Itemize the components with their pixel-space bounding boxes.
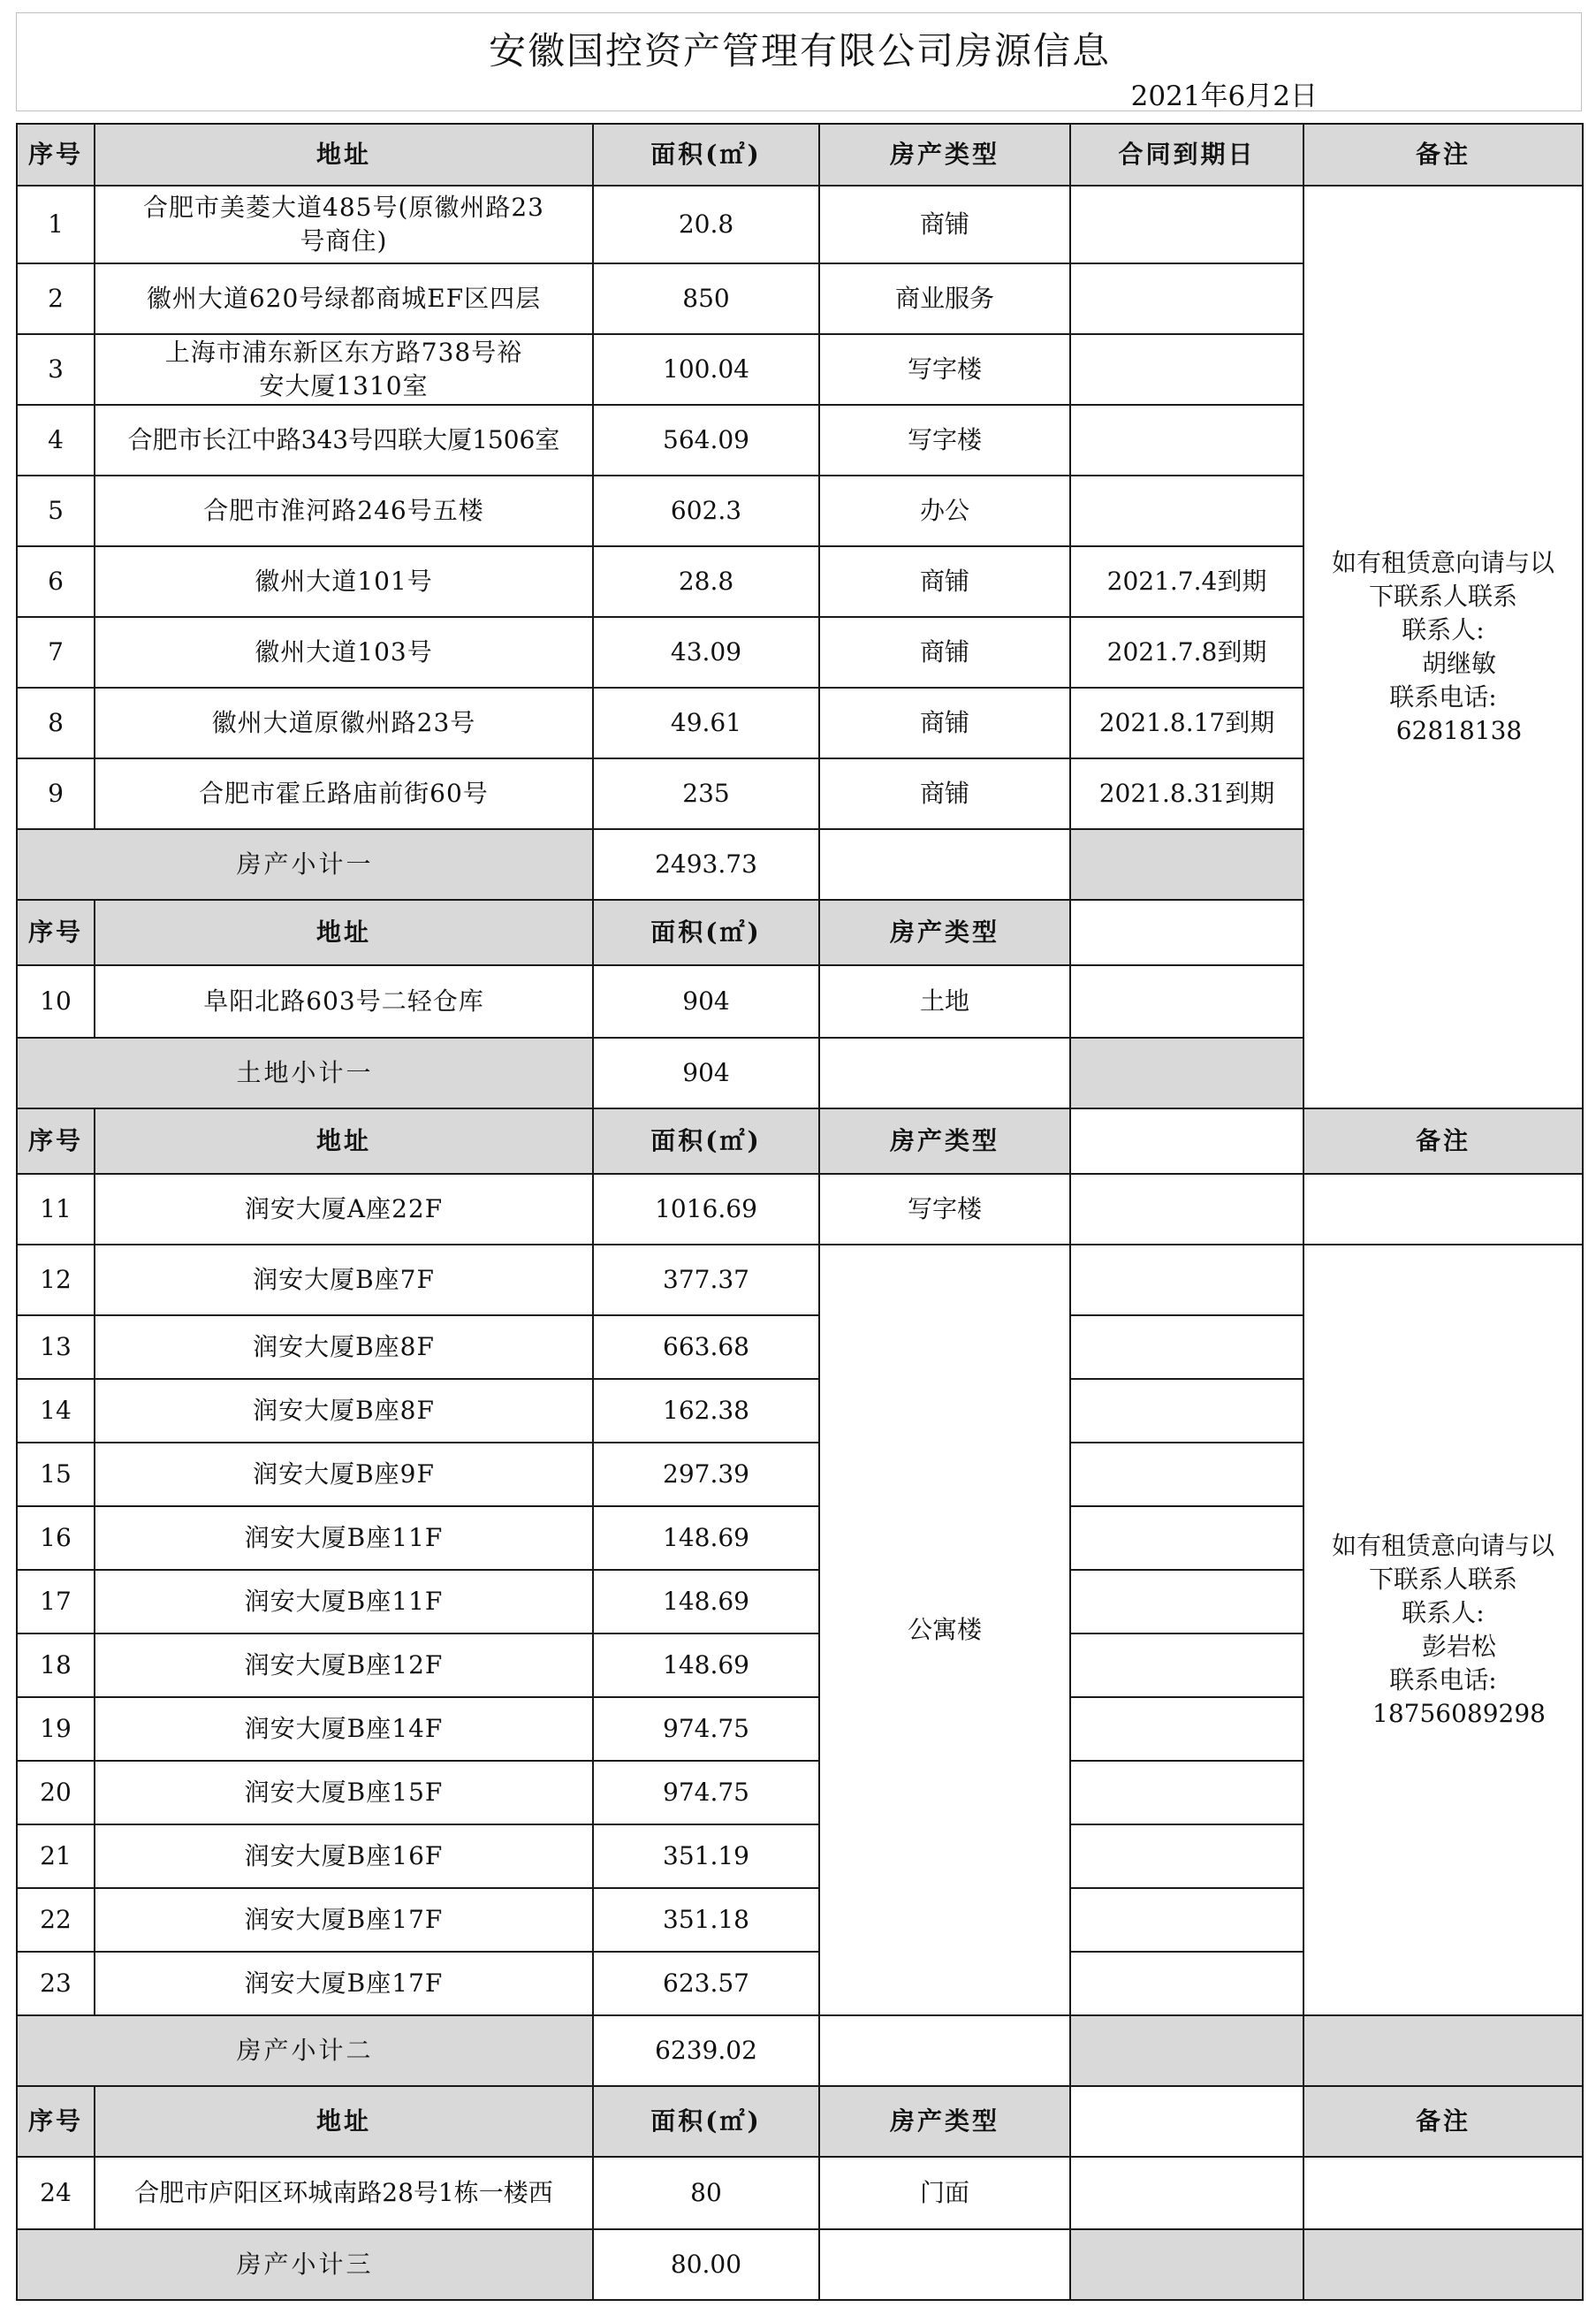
report-date: 2021年6月2日 — [1130, 80, 1318, 112]
cell-address: 润安大厦B座17F — [95, 1952, 593, 2015]
header-type: 房产类型 — [819, 124, 1070, 186]
cell-area: 80 — [593, 2157, 819, 2229]
table-header-row — [17, 1108, 1583, 1174]
cell-seq: 9 — [17, 758, 95, 829]
cell-address: 合肥市霍丘路庙前街60号 — [95, 758, 593, 829]
subtotal-empty — [1070, 2229, 1303, 2300]
subtotal-empty — [1070, 1038, 1303, 1108]
cell-seq: 8 — [17, 688, 95, 758]
cell-address: 润安大厦B座7F — [95, 1245, 593, 1315]
subtotal-value: 80.00 — [593, 2229, 819, 2300]
note-contact-person: 胡继敏 — [1421, 649, 1496, 678]
cell-area: 43.09 — [593, 617, 819, 688]
note-phone-label: 联系电话: — [1389, 1665, 1497, 1694]
header-area: 面积(㎡) — [593, 1108, 819, 1174]
cell-type: 写字楼 — [819, 1174, 1070, 1245]
page-title: 安徽国控资产管理有限公司房源信息 — [488, 29, 1111, 72]
cell-expiry: 2021.8.31到期 — [1070, 758, 1303, 829]
cell-area: 148.69 — [593, 1633, 819, 1697]
cell-type: 写字楼 — [819, 334, 1070, 405]
header-note: 备注 — [1303, 1108, 1583, 1174]
cell-address: 合肥市淮河路246号五楼 — [95, 476, 593, 546]
table-header-row — [17, 124, 1583, 186]
subtotal-label: 房产小计三 — [17, 2229, 593, 2300]
subtotal-label: 房产小计二 — [17, 2015, 593, 2086]
cell-type: 写字楼 — [819, 405, 1070, 476]
cell-address: 润安大厦A座22F — [95, 1174, 593, 1245]
header-address: 地址 — [95, 124, 593, 186]
header-area: 面积(㎡) — [593, 124, 819, 186]
subtotal-value: 2493.73 — [593, 829, 819, 900]
table-row — [17, 1174, 1583, 1245]
cell-expiry — [1070, 1697, 1303, 1761]
header-type: 房产类型 — [819, 900, 1070, 965]
note-line: 如有租赁意向请与以 — [1331, 548, 1554, 577]
cell-seq: 24 — [17, 2157, 95, 2229]
cell-area: 377.37 — [593, 1245, 819, 1315]
cell-area: 623.57 — [593, 1952, 819, 2015]
cell-area: 148.69 — [593, 1570, 819, 1633]
header-seq: 序号 — [17, 1108, 95, 1174]
header-expiry: 合同到期日 — [1070, 124, 1303, 186]
header-area: 面积(㎡) — [593, 2086, 819, 2157]
cell-seq: 17 — [17, 1570, 95, 1633]
cell-seq: 7 — [17, 617, 95, 688]
cell-seq: 15 — [17, 1443, 95, 1506]
header-address: 地址 — [95, 1108, 593, 1174]
cell-expiry — [1070, 1245, 1303, 1315]
cell-expiry — [1070, 1570, 1303, 1633]
table-header-row — [17, 2086, 1583, 2157]
cell-expiry — [1070, 1174, 1303, 1245]
cell-seq: 1 — [17, 186, 95, 263]
cell-expiry — [1070, 476, 1303, 546]
cell-area: 850 — [593, 263, 819, 334]
property-table — [16, 123, 1584, 2301]
cell-expiry — [1070, 263, 1303, 334]
header-area: 面积(㎡) — [593, 900, 819, 965]
cell-address: 徽州大道原徽州路23号 — [95, 688, 593, 758]
cell-seq: 2 — [17, 263, 95, 334]
cell-expiry — [1070, 1824, 1303, 1888]
cell-expiry — [1070, 186, 1303, 263]
cell-seq: 3 — [17, 334, 95, 405]
note-phone-label: 联系电话: — [1389, 682, 1497, 712]
cell-type: 商铺 — [819, 758, 1070, 829]
cell-expiry: 2021.7.8到期 — [1070, 617, 1303, 688]
note-line: 如有租赁意向请与以 — [1331, 1531, 1554, 1560]
cell-type: 商铺 — [819, 546, 1070, 617]
subtotal-empty — [819, 2015, 1070, 2086]
cell-expiry — [1070, 1952, 1303, 2015]
subtotal-value: 904 — [593, 1038, 819, 1108]
cell-area: 602.3 — [593, 476, 819, 546]
header-empty — [1070, 1108, 1303, 1174]
cell-address: 徽州大道101号 — [95, 546, 593, 617]
cell-address: 上海市浦东新区东方路738号裕安大厦1310室 — [95, 334, 593, 405]
cell-seq: 11 — [17, 1174, 95, 1245]
cell-seq: 16 — [17, 1506, 95, 1570]
cell-expiry — [1070, 1633, 1303, 1697]
cell-expiry — [1070, 334, 1303, 405]
note-blank — [1303, 1174, 1583, 1245]
cell-seq: 10 — [17, 965, 95, 1038]
cell-address: 润安大厦B座11F — [95, 1570, 593, 1633]
note-line: 下联系人联系 — [1368, 582, 1517, 611]
cell-type: 商铺 — [819, 688, 1070, 758]
note-contact-label: 联系人: — [1402, 1598, 1485, 1627]
cell-address: 润安大厦B座17F — [95, 1888, 593, 1952]
cell-area: 564.09 — [593, 405, 819, 476]
subtotal-empty — [819, 829, 1070, 900]
cell-address: 润安大厦B座15F — [95, 1761, 593, 1824]
cell-seq: 4 — [17, 405, 95, 476]
subtotal-value: 6239.02 — [593, 2015, 819, 2086]
note-phone: 62818138 — [1395, 716, 1523, 745]
subtotal-empty — [819, 2229, 1070, 2300]
cell-address: 润安大厦B座16F — [95, 1824, 593, 1888]
header-type: 房产类型 — [819, 1108, 1070, 1174]
cell-address: 润安大厦B座14F — [95, 1697, 593, 1761]
note-phone: 18756089298 — [1372, 1699, 1546, 1728]
cell-expiry — [1070, 1888, 1303, 1952]
header-address: 地址 — [95, 900, 593, 965]
subtotal-empty — [1070, 829, 1303, 900]
cell-address: 徽州大道103号 — [95, 617, 593, 688]
cell-type: 商业服务 — [819, 263, 1070, 334]
subtotal-empty — [819, 1038, 1070, 1108]
subtotal-empty — [1070, 2015, 1303, 2086]
cell-seq: 18 — [17, 1633, 95, 1697]
table-row — [17, 1245, 1583, 1315]
cell-area: 974.75 — [593, 1761, 819, 1824]
cell-address: 徽州大道620号绿都商城EF区四层 — [95, 263, 593, 334]
cell-address: 阜阳北路603号二轻仓库 — [95, 965, 593, 1038]
cell-type: 商铺 — [819, 186, 1070, 263]
subtotal-empty — [1303, 2229, 1583, 2300]
cell-expiry — [1070, 2157, 1303, 2229]
cell-expiry — [1070, 1379, 1303, 1443]
cell-area: 351.19 — [593, 1824, 819, 1888]
header-seq: 序号 — [17, 900, 95, 965]
cell-address: 润安大厦B座9F — [95, 1443, 593, 1506]
cell-type: 土地 — [819, 965, 1070, 1038]
cell-seq: 19 — [17, 1697, 95, 1761]
header-note: 备注 — [1303, 124, 1583, 186]
cell-area: 49.61 — [593, 688, 819, 758]
subtotal-empty — [1303, 2015, 1583, 2086]
header-address: 地址 — [95, 2086, 593, 2157]
contact-note-1 — [1303, 186, 1583, 1108]
cell-area: 297.39 — [593, 1443, 819, 1506]
table-row — [17, 186, 1583, 263]
note-line: 下联系人联系 — [1368, 1565, 1517, 1594]
merged-type-cell: 公寓楼 — [819, 1245, 1070, 2015]
contact-note-2 — [1303, 1245, 1583, 2015]
table-row — [17, 2157, 1583, 2229]
cell-expiry: 2021.7.4到期 — [1070, 546, 1303, 617]
cell-expiry — [1070, 405, 1303, 476]
title-box — [16, 12, 1582, 111]
note-contact-person: 彭岩松 — [1421, 1632, 1496, 1661]
cell-address: 合肥市美菱大道485号(原徽州路23号商住) — [95, 186, 593, 263]
cell-area: 100.04 — [593, 334, 819, 405]
cell-expiry — [1070, 1443, 1303, 1506]
cell-seq: 22 — [17, 1888, 95, 1952]
subtotal-row — [17, 2015, 1583, 2086]
cell-seq: 6 — [17, 546, 95, 617]
header-note: 备注 — [1303, 2086, 1583, 2157]
cell-area: 20.8 — [593, 186, 819, 263]
cell-type: 门面 — [819, 2157, 1070, 2229]
cell-area: 663.68 — [593, 1315, 819, 1379]
cell-area: 28.8 — [593, 546, 819, 617]
cell-address: 润安大厦B座11F — [95, 1506, 593, 1570]
subtotal-label: 房产小计一 — [17, 829, 593, 900]
cell-expiry — [1070, 1761, 1303, 1824]
cell-area: 162.38 — [593, 1379, 819, 1443]
cell-address: 润安大厦B座8F — [95, 1379, 593, 1443]
cell-expiry: 2021.8.17到期 — [1070, 688, 1303, 758]
cell-address: 润安大厦B座8F — [95, 1315, 593, 1379]
cell-seq: 21 — [17, 1824, 95, 1888]
cell-area: 351.18 — [593, 1888, 819, 1952]
cell-expiry — [1070, 1315, 1303, 1379]
header-empty — [1070, 2086, 1303, 2157]
cell-address: 合肥市庐阳区环城南路28号1栋一楼西 — [95, 2157, 593, 2229]
cell-address: 润安大厦B座12F — [95, 1633, 593, 1697]
cell-seq: 13 — [17, 1315, 95, 1379]
header-empty — [1070, 900, 1303, 965]
cell-seq: 12 — [17, 1245, 95, 1315]
cell-seq: 20 — [17, 1761, 95, 1824]
cell-type: 办公 — [819, 476, 1070, 546]
header-type: 房产类型 — [819, 2086, 1070, 2157]
note-blank — [1303, 2157, 1583, 2229]
note-contact-label: 联系人: — [1402, 615, 1485, 644]
cell-area: 904 — [593, 965, 819, 1038]
cell-area: 1016.69 — [593, 1174, 819, 1245]
cell-area: 974.75 — [593, 1697, 819, 1761]
cell-seq: 23 — [17, 1952, 95, 2015]
header-seq: 序号 — [17, 124, 95, 186]
subtotal-row — [17, 2229, 1583, 2300]
cell-address: 合肥市长江中路343号四联大厦1506室 — [95, 405, 593, 476]
cell-seq: 14 — [17, 1379, 95, 1443]
cell-seq: 5 — [17, 476, 95, 546]
header-seq: 序号 — [17, 2086, 95, 2157]
cell-area: 148.69 — [593, 1506, 819, 1570]
cell-area: 235 — [593, 758, 819, 829]
cell-type: 商铺 — [819, 617, 1070, 688]
subtotal-label: 土地小计一 — [17, 1038, 593, 1108]
cell-expiry — [1070, 965, 1303, 1038]
cell-expiry — [1070, 1506, 1303, 1570]
